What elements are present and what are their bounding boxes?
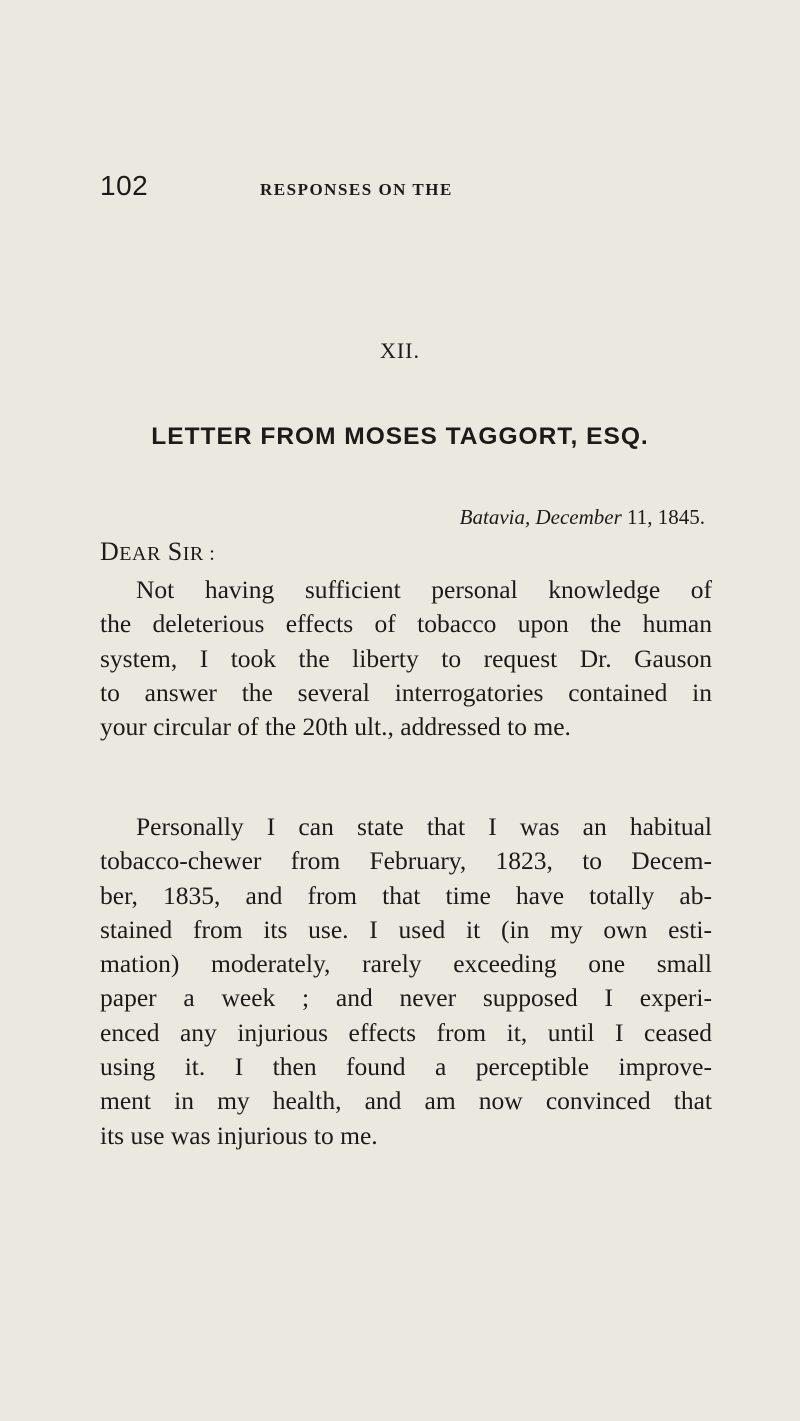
- salutation-ear: EAR: [119, 543, 161, 565]
- paragraph-line: ment in my health, and am now convinced that: [100, 1086, 712, 1116]
- paragraph-line: its use was injurious to me.: [100, 1120, 378, 1150]
- paragraph-line: ber, 1835, and from that time have totally ab-: [100, 880, 712, 910]
- salutation-ir: IR :: [182, 543, 216, 565]
- paragraph-line: mation) moderately, rarely exceeding one small: [100, 949, 712, 979]
- chapter-number: XII.: [379, 338, 421, 363]
- paragraph-2: [100, 810, 712, 1153]
- paragraph-line: paper a week ; and never supposed I experi-: [100, 983, 712, 1013]
- salutation-s: S: [160, 537, 183, 566]
- paragraph-line: Not having sufficient personal knowledge of: [136, 575, 712, 604]
- dateline-date: 11, 1845.: [621, 505, 705, 529]
- paragraph-1: [100, 573, 712, 744]
- running-head: [100, 170, 740, 210]
- salutation: [100, 537, 215, 567]
- dateline: [460, 505, 705, 530]
- paragraph-line: your circular of the 20th ult., addressed to me.: [100, 712, 571, 742]
- letter-title: LETTER FROM MOSES TAGGORT, ESQ.: [151, 423, 649, 450]
- dateline-place: Batavia, December: [459, 505, 622, 529]
- salutation-d: D: [100, 537, 120, 566]
- running-title: RESPONSES ON THE: [260, 180, 453, 199]
- paragraph-line: Personally I can state that I was an habitual: [136, 812, 712, 841]
- page-number: 102: [100, 170, 149, 201]
- paragraph-line: stained from its use. I used it (in my own esti-: [100, 914, 712, 944]
- paragraph-line: system, I took the liberty to request Dr. Gauson: [100, 643, 712, 673]
- paragraph-line: enced any injurious effects from it, until I ceased: [100, 1017, 712, 1047]
- paragraph-line: to answer the several interrogatories contained in: [100, 677, 712, 707]
- paragraph-line: using it. I then found a perceptible improve-: [100, 1052, 712, 1082]
- paragraph-line: the deleterious effects of tobacco upon the human: [100, 609, 712, 639]
- paragraph-line: tobacco-chewer from February, 1823, to Decem-: [100, 846, 712, 876]
